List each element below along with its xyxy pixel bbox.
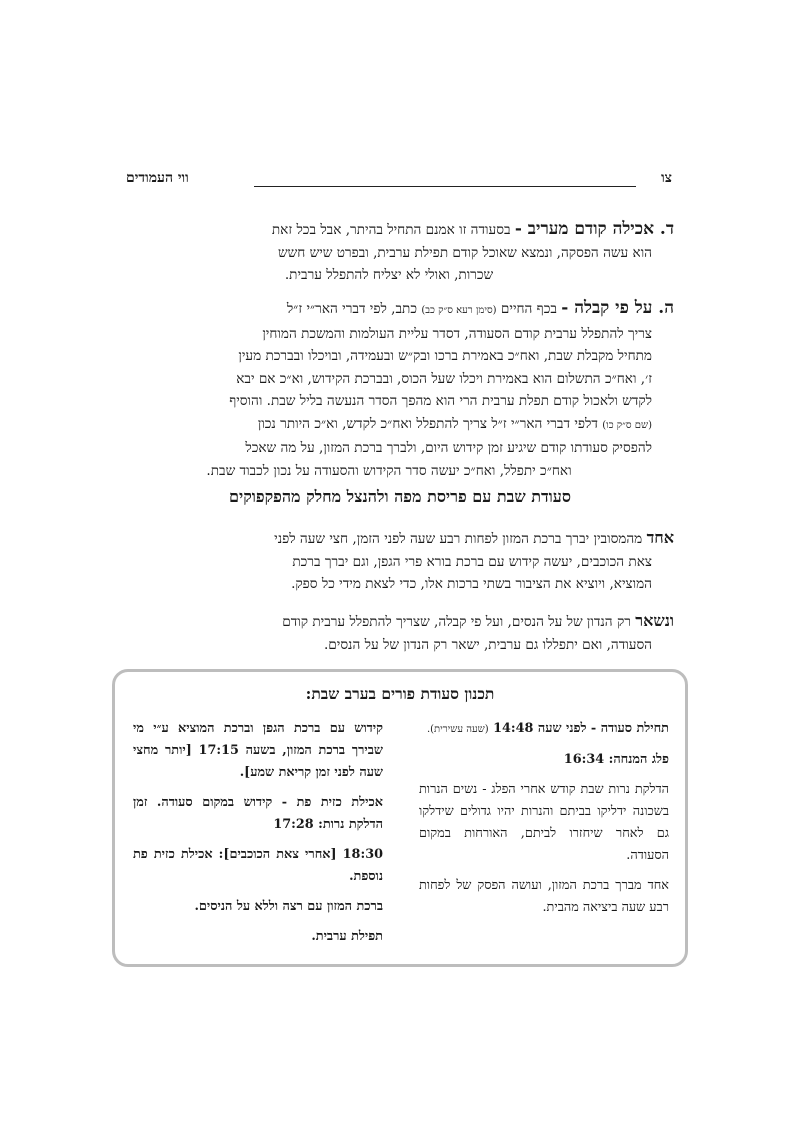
schedule-text: תחילת סעודה - לפני שעה 14:48	[493, 721, 669, 736]
paragraph-text: שכרות, ואולי לא יצליח להתפלל ערבית.	[284, 267, 494, 283]
schedule-item-arvit: תפילת ערבית.	[311, 929, 383, 944]
schedule-item-plag: פלג המנחה: 16:34	[563, 752, 669, 767]
paragraph-text: צריך להתפלל ערבית קודם הסעודה, דסדר עליית העולמות והמשכת המוחין	[262, 325, 652, 342]
source-reference: (שם ס״ק כו)	[602, 419, 652, 431]
paragraph-text: ז׳, ואח״כ התשלום הוא באמירת ויכלו שעל הכוס, ובברכת הקידוש, וא״כ אם יבא	[236, 370, 652, 387]
paragraph-text-with-ref	[126, 413, 674, 438]
document-page	[126, 0, 674, 1133]
paragraph-text: הסעודה, ואם יתפללו גם ערבית, ישאר רק הנדון של על הנסים.	[323, 636, 652, 653]
paragraph-text: מתחיל מקבלת שבת, ואח״כ באמירת ברכו ובק״ש ובעמידה, ובויכלו ובברכת מעין	[238, 348, 652, 364]
header-rule	[254, 186, 636, 187]
paragraph-text: ואח״כ יתפלל, ואח״כ יעשה סדר הקידוש והסעודה על נכון לכבוד שבת.	[206, 462, 572, 479]
paragraph-text: בכף החיים	[500, 301, 557, 317]
schedule-item-start	[419, 718, 669, 741]
paragraph-text: צאת הכוכבים, יעשה קידוש עם ברכת בורא פרי הגפן, וגם יברך ברכת	[292, 553, 652, 570]
schedule-column-left	[133, 718, 383, 956]
running-header	[126, 170, 674, 192]
paragraph-lead: ד. אכילה קודם מעריב -	[514, 219, 674, 239]
section-title: סעודת שבת עם פריסת מפה ולהנצל מחלק מהפקפוקים	[229, 487, 571, 506]
paragraph-text: לקדש ולאכול קודם תפלת ערבית הרי הוא מהפך הסדר הנעשה בליל שבת. והוסיף	[229, 393, 652, 409]
schedule-item-kiddush: קידוש עם ברכת הגפן וברכת המוציא ע״י מי שבירך ברכת המזון, בשעה 17:15 [יותר מחצי שעה לפני זמן קריאת שמע].	[133, 721, 383, 780]
paragraph-text: להפסיק סעודתו קודם שיגיע זמן קידוש היום, ולברך ברכת המזון, על מה שאכל	[245, 440, 652, 456]
page-number: צו	[661, 170, 672, 186]
source-reference: (סימן רעא ס״ק כב)	[421, 305, 497, 316]
schedule-note: (שעה עשירית).	[426, 724, 489, 735]
paragraph-achila-kodem-maariv	[126, 218, 674, 287]
schedule-item-birkat-hamazon: אחד מברך ברכת המזון, ועושה הפסק של לפחות רבע שעה ביציאה מהבית.	[419, 878, 669, 915]
paragraph-text: רק הנדון של על הנסים, ועל פי קבלה, שצריך להתפלל ערבית קודם	[282, 614, 631, 630]
paragraph-lead: ונשאר	[635, 611, 674, 630]
paragraph-text: דלפי דברי האר״י ז״ל צריך להתפלל ואח״כ לקדש, וא״כ היותר נכון	[257, 415, 598, 432]
schedule-item-candles: הדלקת נרות שבת קודש אחרי הפלג - נשים הנרות בשכונה ידליקו בביתם והנרות יהיו גדולים שידלקו גם לאחר שיחזרו לביתם, האורחות במקום הסעודה.	[419, 782, 669, 863]
paragraph-text: מהמסובין יברך ברכת המזון לפחות רבע שעה לפני הזמן, חצי שעה לפני	[274, 531, 643, 547]
paragraph-text: כתב, לפי דברי האר״י ז״ל	[286, 301, 417, 317]
running-title: ווי העמודים	[126, 170, 189, 186]
paragraph-al-pi-kabbalah	[126, 297, 674, 482]
schedule-item-kezayit: אכילת כזית פת - קידוש במקום סעודה. זמן הדלקת נרות: 17:28	[133, 795, 383, 832]
schedule-item-birkat-hamazon-2: ברכת המזון עם רצה וללא על הניסים.	[194, 899, 383, 914]
paragraph-text: המוציא, ויוציא את הציבור בשתי ברכות אלו, כדי לצאת מידי כל ספק.	[291, 576, 652, 592]
schedule-title: תכנון סעודת פורים בערב שבת:	[305, 684, 495, 703]
paragraph-text: הוא עשה הפסקה, ונמצא שאוכל קודם תפילת ערבית, ובפרט שיש חשש	[277, 244, 652, 261]
paragraph-venishar	[126, 610, 674, 656]
schedule-column-right	[419, 718, 669, 927]
paragraph-text: בסעודה זו אמנם התחיל בהיתר, אבל בכל זאת	[271, 222, 511, 238]
paragraph-echad	[126, 527, 674, 596]
schedule-item-tzeit: 18:30 [אחרי צאת הכוכבים]: אכילת כזית פת נוספת.	[133, 847, 383, 884]
schedule-box	[112, 669, 688, 967]
paragraph-lead: אחד	[646, 528, 674, 547]
paragraph-lead: ה. על פי קבלה -	[561, 298, 674, 318]
